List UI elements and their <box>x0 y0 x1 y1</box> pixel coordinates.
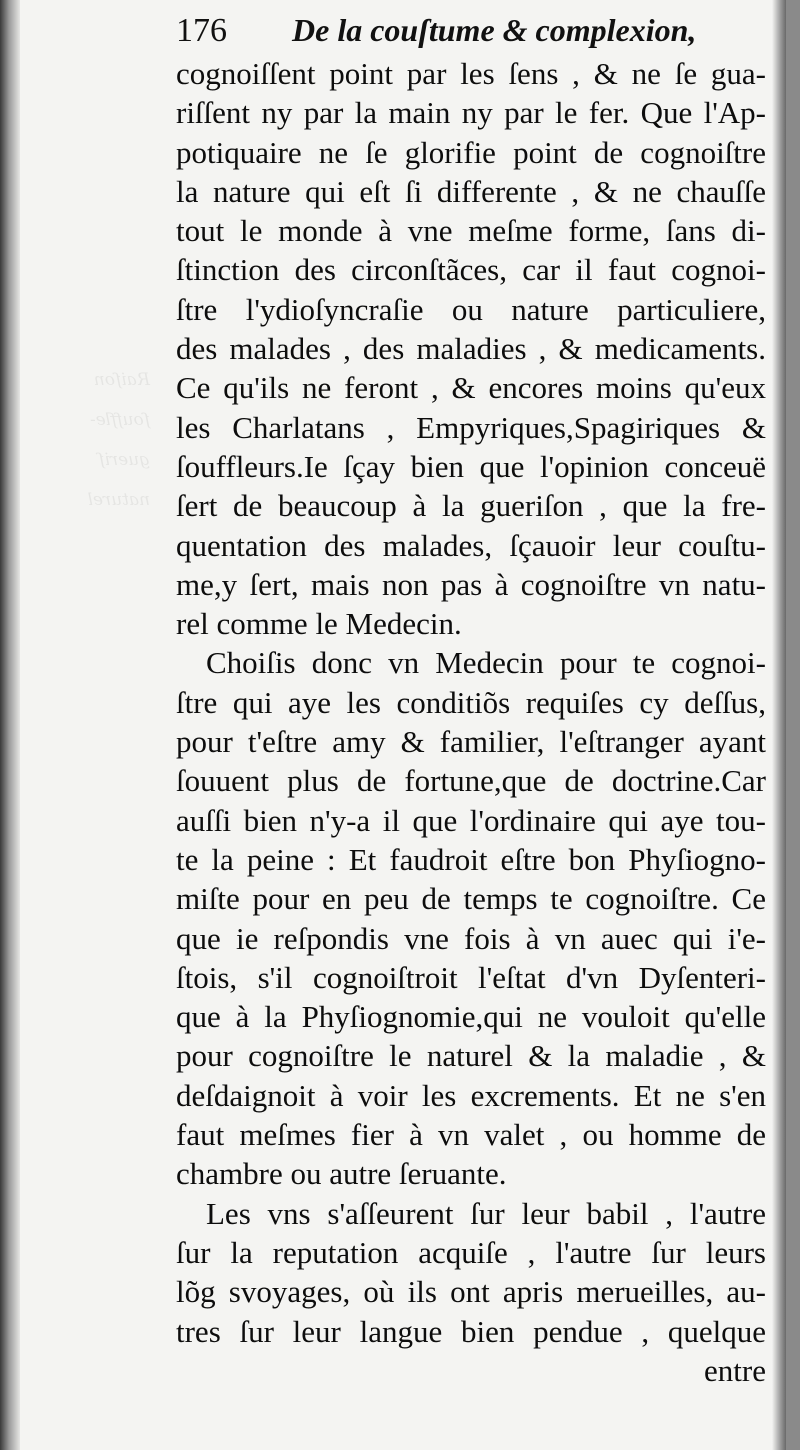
text-line: Ce qu'ils ne feront , & encores moins qu'eux <box>176 370 766 406</box>
paragraph-first-line: Choiſis donc vn Medecin pour te cognoi- <box>206 645 766 681</box>
text-line: quentation des malades, ſçauoir leur couſtu- <box>176 527 766 563</box>
text-line: te la peine : Et faudroit eſtre bon Phyſiogno- <box>176 841 766 877</box>
text-line: tout le monde à vne meſme forme, ſans di- <box>176 213 766 249</box>
text-line: auſſi bien n'y-a il que l'ordinaire qui aye tou- <box>176 802 766 838</box>
catchword: entre <box>704 1352 766 1388</box>
text-line: ſur la reputation acquiſe , l'autre ſur leurs <box>176 1234 766 1270</box>
running-title: De la couſtume & complexion, <box>292 12 697 48</box>
text-line: que ie reſpondis vne fois à vn auec qui i'e- <box>176 920 766 956</box>
running-header <box>176 12 766 52</box>
text-line: lõg svoyages, où ils ont apris merueilles, au- <box>176 1274 766 1310</box>
text-line: ſtre l'ydioſyncraſie ou nature particuliere, <box>176 291 766 327</box>
text-line: des malades , des maladies , & medicaments. <box>176 331 766 367</box>
text-line: pour cognoiſtre le naturel & la maladie , & <box>176 1038 766 1074</box>
binding-shadow <box>0 0 20 1450</box>
text-line: me,y ſert, mais non pas à cognoiſtre vn natu- <box>176 566 766 602</box>
text-line: tres ſur leur langue bien pendue , quelque <box>176 1313 766 1349</box>
text-line: cognoiſſent point par les ſens , & ne ſe gua- <box>176 56 766 91</box>
text-line: la nature qui eſt ſi differente , & ne chauſſe <box>176 173 766 209</box>
text-line: riſſent ny par la main ny par le fer. Que l'Ap- <box>176 95 766 131</box>
text-line: pour t'eſtre amy & familier, l'eſtranger ayant <box>176 724 766 760</box>
text-line: que à la Phyſiognomie,qui ne vouloit qu'elle <box>176 999 766 1035</box>
text-line: ſouffleurs.Ie ſçay bien que l'opinion conceuë <box>176 448 766 484</box>
text-line: ſtinction des circonſtãces, car il faut cognoi- <box>176 252 766 288</box>
text-line: rel comme le Medecin. <box>176 606 462 642</box>
text-line: faut meſmes fier à vn valet , ou homme de <box>176 1117 766 1153</box>
bleed-through-text: Raiſon ſouffle- gueriſ naturel <box>87 370 150 510</box>
text-line: deſdaignoit à voir les excrements. Et ne s'en <box>176 1077 766 1113</box>
page-edge-shadow <box>772 0 786 1450</box>
text-line: ſtois, s'il cognoiſtroit l'eſtat d'vn Dyſenteri- <box>176 959 766 995</box>
body-text <box>176 54 766 1390</box>
page-number: 176 <box>176 12 227 49</box>
text-line: chambre ou autre ſeruante. <box>176 1156 507 1192</box>
paragraph-first-line: Les vns s'aſſeurent ſur leur babil , l'autre <box>206 1195 766 1231</box>
text-line: potiquaire ne ſe glorifie point de cognoiſtre <box>176 134 766 170</box>
text-line: ſert de beaucoup à la gueriſon , que la fre- <box>176 488 766 524</box>
text-line: ſouuent plus de fortune,que de doctrine.Car <box>176 763 766 799</box>
text-line: miſte pour en peu de temps te cognoiſtre. Ce <box>176 881 766 917</box>
text-line: ſtre qui aye les conditiõs requiſes cy deſſus, <box>176 684 766 720</box>
text-line: les Charlatans , Empyriques,Spagiriques & <box>176 409 766 445</box>
